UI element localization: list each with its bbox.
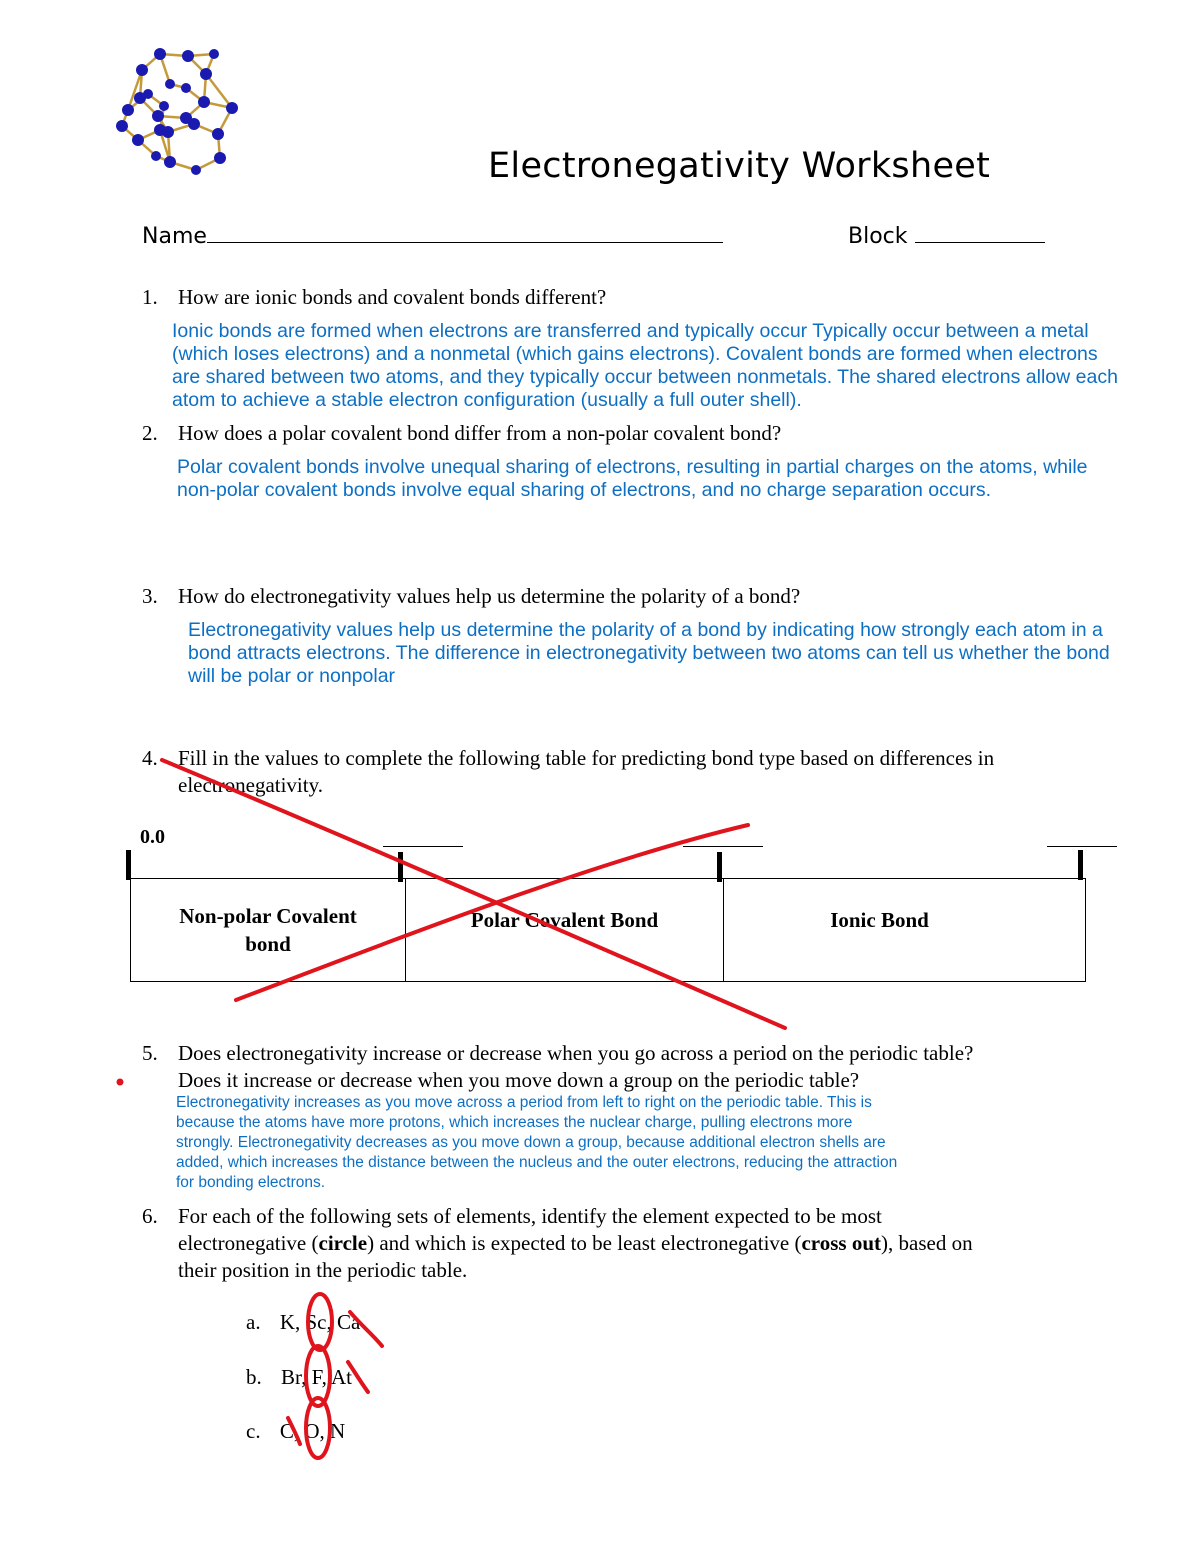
element-set-a [246, 1310, 360, 1335]
answer-line: Polar covalent bonds involve unequal sharing of electrons, resulting in partial charges on the atoms, while [177, 456, 1088, 478]
element-set-letter: a. [246, 1310, 261, 1334]
answer-line: Electronegativity values help us determine the polarity of a bond by indicating how strongly each atom in a [188, 619, 1103, 641]
answer-line: bond attracts electrons. The difference in electronegativity between two atoms can tell us whether the bond [188, 642, 1110, 664]
question-text-line: electronegative (circle) and which is expected to be least electronegative (cross out), based on [178, 1231, 973, 1255]
table-start-value: 0.0 [140, 826, 165, 848]
answer-line: will be polar or nonpolar [188, 665, 396, 687]
answer-line: because the atoms have more protons, which increases the nuclear charge, pulling electrons more [176, 1114, 853, 1131]
element-set-elements: K, Sc, Ca [279, 1310, 361, 1334]
question-5 [142, 1040, 1142, 1096]
question-number: 4. [142, 746, 158, 770]
table-cell-polar: Polar Covalent Bond [406, 879, 724, 981]
value-blank-2[interactable] [683, 846, 763, 847]
question-number: 6. [142, 1204, 158, 1228]
answer-line: (which loses electrons) and a nonmetal (which gains electrons). Covalent bonds are formed when electrons [172, 343, 1098, 365]
answer-line: Electronegativity increases as you move across a period from left to right on the periodic table. This is [176, 1094, 872, 1111]
answer-line: are shared between two atoms, and they typically occur between nonmetals. The shared electrons allow each [172, 366, 1118, 388]
question-number: 5. [142, 1041, 158, 1065]
tick-mark [1078, 850, 1083, 880]
answer-line: for bonding electrons. [176, 1174, 326, 1191]
element-set-elements: C, O, N [279, 1419, 346, 1443]
value-blank-1[interactable] [383, 846, 463, 847]
element-set-c [246, 1419, 345, 1444]
question-text-line: Does it increase or decrease when you move down a group on the periodic table? [178, 1068, 860, 1092]
question-text-line: their position in the periodic table. [178, 1258, 468, 1282]
bond-type-table [130, 878, 1086, 982]
block-field[interactable] [848, 222, 1045, 249]
stray-mark [119, 1081, 122, 1084]
answer-line: added, which increases the distance between the nucleus and the outer electrons, reducing the attraction [176, 1154, 898, 1171]
answer-line: atom to achieve a stable electron configuration (usually a full outer shell). [172, 389, 802, 411]
answer-line: strongly. Electronegativity decreases as you move down a group, because additional electron shells are [176, 1134, 886, 1151]
question-number: 1. [142, 285, 158, 309]
element-set-letter: c. [246, 1419, 261, 1443]
question-number: 3. [142, 584, 158, 608]
worksheet-title: Electronegativity Worksheet [488, 146, 991, 186]
element-set-b [246, 1365, 352, 1390]
element-set-elements: Br, F, At [281, 1365, 352, 1389]
answer-3 [188, 619, 1110, 688]
question-text-line: Fill in the values to complete the following table for predicting bond type based on differences in [178, 746, 995, 770]
question-text-line: electronegativity. [178, 773, 323, 797]
answer-1 [172, 320, 1118, 412]
question-4 [142, 745, 1122, 801]
answer-line: non-polar covalent bonds involve equal sharing of electrons, and no charge separation occurs. [177, 479, 992, 501]
answer-5 [176, 1093, 897, 1193]
question-text-line: For each of the following sets of elements, identify the element expected to be most [178, 1204, 882, 1228]
table-cell-ionic: Ionic Bond [830, 908, 929, 932]
block-label: Block [848, 224, 908, 249]
name-field[interactable] [142, 222, 723, 249]
question-text: How do electronegativity values help us determine the polarity of a bond? [178, 584, 801, 608]
name-label: Name [142, 224, 207, 249]
molecule-logo [108, 44, 244, 176]
table-cell-nonpolar: Non-polar Covalent bond [131, 879, 406, 981]
question-text: How does a polar covalent bond differ from a non-polar covalent bond? [178, 421, 782, 445]
answer-2 [177, 456, 1088, 502]
value-blank-3[interactable] [1047, 846, 1117, 847]
name-blank[interactable] [207, 222, 723, 243]
element-set-letter: b. [246, 1365, 262, 1389]
question-number: 2. [142, 421, 158, 445]
question-text-line: Does electronegativity increase or decrease when you go across a period on the periodic table? [178, 1041, 974, 1065]
answer-line: Ionic bonds are formed when electrons are transferred and typically occur Typically occur between a metal [172, 320, 1089, 342]
question-text: How are ionic bonds and covalent bonds different? [178, 285, 607, 309]
tick-mark [126, 850, 131, 880]
question-6 [142, 1203, 1142, 1287]
block-blank[interactable] [915, 222, 1045, 243]
